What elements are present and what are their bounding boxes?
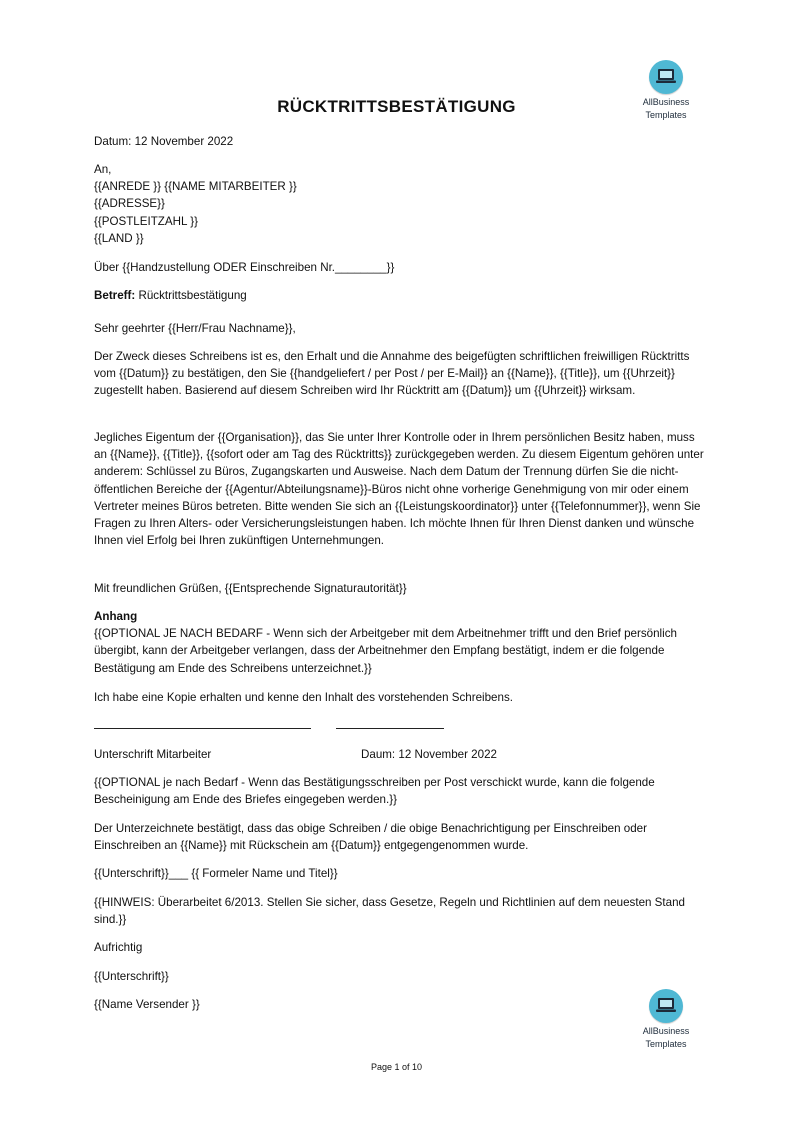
paragraph-2: Jegliches Eigentum der {{Organisation}}, das Sie unter Ihrer Kontrolle oder in Ihrem persönlichen Besitz haben, muss an {{Name}}, {{Title}}, {{sofort oder am Tag des Rücktritts}} zurückgegeben werden. Zu diesem Eigentum gehören unter anderem: Schlüssel zu Büros, Zugangskarten und Ausweise. Nach dem Datum der Trennung dürfen Sie die nicht-öffentlichen Bereiche der {{Agentur/Abteilungsname}}-Büros nicht ohne vorherige Genehmigung von mir oder einem Vertreter meines Büros betreten. Bitte wenden Sie sich an {{Leistungskoordinator}} unter {{Telefonnummer}}, wenn Sie Fragen zu Ihren Alters- oder Versicherungsleistungen haben. Ich möchte Ihnen für Ihren Dienst danken und wünsche Ihnen viel Erfolg bei Ihren zukünftigen Unternehmungen. (94, 431, 704, 548)
delivery-method: Über {{Handzustellung ODER Einschreiben Nr.________}} (94, 261, 395, 274)
sincerely: Aufrichtig (94, 941, 143, 954)
closing: Mit freundlichen Grüßen, {{Entsprechende Signaturautorität}} (94, 582, 407, 595)
subject-text: Rücktrittsbestätigung (135, 289, 247, 302)
logo-text-2: Templates (645, 1039, 687, 1049)
attachment-section (94, 608, 704, 677)
copy-acknowledgement: Ich habe eine Kopie erhalten und kenne den Inhalt des vorstehenden Schreibens. (94, 691, 513, 704)
paragraph-1: Der Zweck dieses Schreibens ist es, den Erhalt und die Annahme des beigefügten schriftlichen freiwilligen Rücktritts vom {{Datum}} zu bestätigen, den Sie {{handgeliefert / per Post / per E-Mail}} an {{Name}}, {{Title}}, um {{Uhrzeit}} zugestellt haben. Basierend auf diesem Schreiben wird Ihr Rücktritt am {{Datum}} um {{Uhrzeit}} wirksam. (94, 350, 690, 398)
attachment-text: {{OPTIONAL JE NACH BEDARF - Wenn sich der Arbeitgeber mit dem Arbeitnehmer trifft und den Brief persönlich übergibt, kann der Arbeitgeber verlangen, dass der Arbeitnehmer den Empfang bestätigt, indem er die folgende Bestätigung am Ende des Schreibens unterzeichnet.}} (94, 627, 677, 675)
laptop-icon (649, 989, 683, 1023)
address-line: {{ANREDE }} {{NAME MITARBEITER }} (94, 180, 297, 194)
signature-date: Daum: 12 November 2022 (361, 748, 497, 761)
address-line: {{ADRESSE}} (94, 197, 165, 211)
logo-text-1: AllBusiness (642, 97, 690, 107)
signature-line (94, 716, 311, 729)
logo-text-1: AllBusiness (642, 1026, 690, 1036)
undersigned-statement: Der Unterzeichnete bestätigt, dass das obige Schreiben / die obige Benachrichtigung per Einschreiben oder Einschreiben an {{Name}} mit Rückschein am {{Datum}} entgegengenommen wurde. (94, 822, 647, 853)
address-block (94, 161, 704, 247)
date-line-blank (336, 716, 444, 729)
subject-line (94, 287, 704, 304)
signature-name-line: {{Unterschrift}}___ {{ Formeler Name und Titel}} (94, 867, 338, 880)
attachment-label: Anhang (94, 610, 138, 623)
signature-placeholder: {{Unterschrift}} (94, 970, 169, 983)
document-title: RÜCKTRITTSBESTÄTIGUNG (277, 97, 516, 116)
page-number: Page 1 of 10 (370, 1062, 423, 1072)
salutation: Sehr geehrter {{Herr/Frau Nachname}}, (94, 322, 296, 335)
address-line: {{LAND }} (94, 231, 144, 245)
sender-name: {{Name Versender }} (94, 998, 200, 1011)
revision-note: {{HINWEIS: Überarbeitet 6/2013. Stellen Sie sicher, dass Gesetze, Regeln und Richtlinien auf dem neuesten Stand sind.}} (94, 896, 685, 927)
logo-bottom (631, 989, 701, 1049)
address-line: {{POSTLEITZAHL }} (94, 214, 198, 228)
laptop-icon (649, 60, 683, 94)
optional-post-note: {{OPTIONAL je nach Bedarf - Wenn das Bestätigungsschreiben per Post verschickt wurde, kann die folgende Bescheinigung am Ende des Briefes eingegeben werden.}} (94, 776, 655, 807)
date-line: Datum: 12 November 2022 (94, 135, 234, 148)
subject-label: Betreff: (94, 289, 136, 302)
logo-text-2: Templates (645, 110, 687, 120)
address-line: An, (94, 163, 112, 176)
signature-label: Unterschrift Mitarbeiter (94, 748, 212, 761)
